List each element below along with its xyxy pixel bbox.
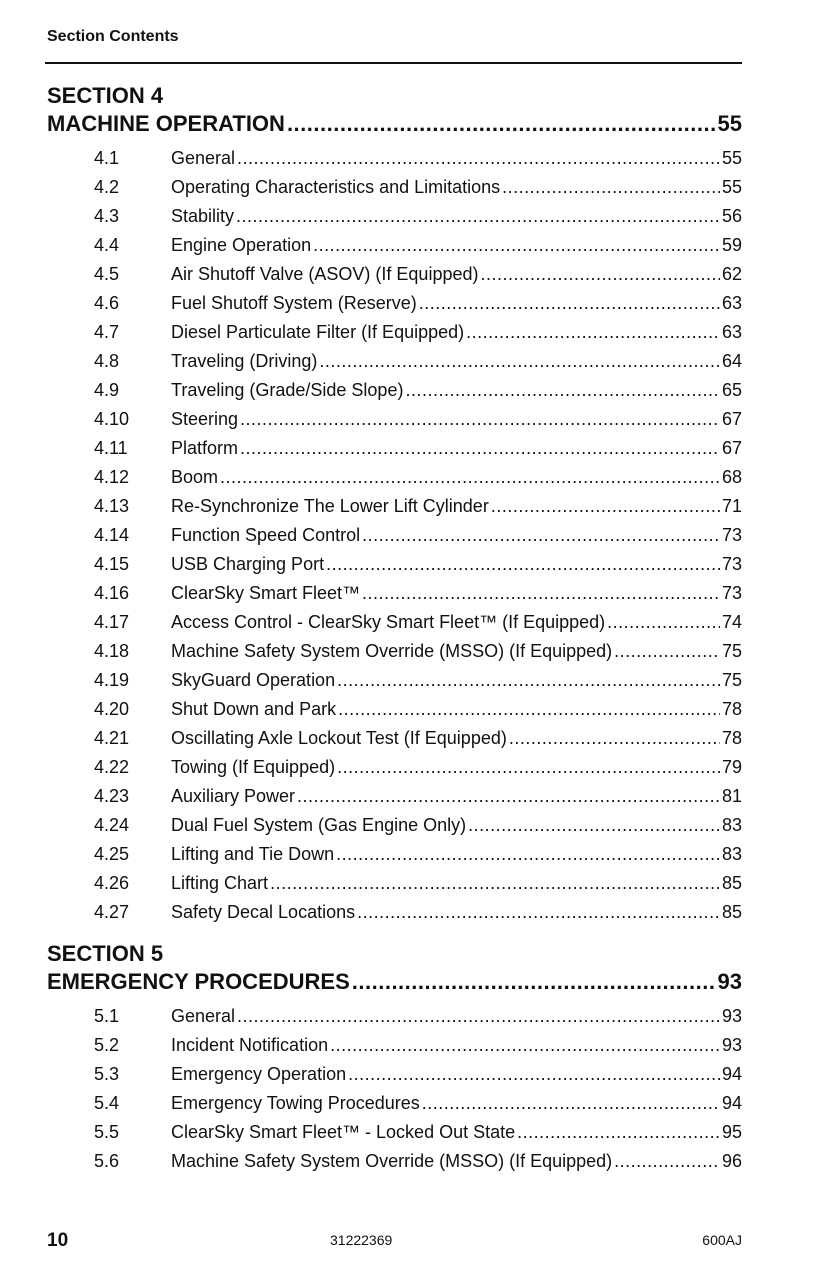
toc-entry[interactable] [47,1147,742,1176]
toc-entry-number: 5.1 [94,1006,120,1026]
toc-entry-page-number: 59 [721,235,742,255]
toc-entry-label: Safety Decal Locations [171,902,356,922]
dot-leader [236,202,720,231]
toc-entry-page-number: 95 [721,1122,742,1142]
toc-entry-number: 4.1 [94,148,120,168]
toc-entry[interactable] [47,579,742,608]
toc-entry-page-number: 78 [721,699,742,719]
toc-entry-number: 4.18 [94,641,130,661]
toc-entry-number: 4.4 [94,235,120,255]
toc-entry-page-number: 94 [721,1093,742,1113]
toc-entry[interactable] [47,608,742,637]
toc-entry[interactable] [47,376,742,405]
toc-entry-page-number: 55 [721,148,742,168]
toc-entry-label: Emergency Operation [171,1064,347,1084]
toc-entry-number: 5.4 [94,1093,120,1113]
toc-entry-number: 4.10 [94,409,130,429]
toc-entry-label: USB Charging Port [171,554,325,574]
toc-entry-page-number: 78 [721,728,742,748]
dot-leader [220,463,720,492]
toc-entry-page-number: 64 [721,351,742,371]
table-of-contents [47,82,742,1189]
toc-entry-number: 5.6 [94,1151,120,1171]
toc-entry[interactable] [47,463,742,492]
toc-entry[interactable] [47,173,742,202]
toc-entry-number: 4.2 [94,177,120,197]
toc-entry-number: 4.8 [94,351,120,371]
toc-entry-label: Towing (If Equipped) [171,757,336,777]
toc-entry-page-number: 73 [721,583,742,603]
dot-leader [336,840,720,869]
toc-entry-label: Oscillating Axle Lockout Test (If Equipped) [171,728,507,748]
toc-entry[interactable] [47,724,742,753]
dot-leader [491,492,720,521]
toc-entry-number: 4.26 [94,873,130,893]
dot-leader [237,144,720,173]
toc-entry-label: Lifting and Tie Down [171,844,335,864]
toc-entry[interactable] [47,434,742,463]
dot-leader [614,637,720,666]
toc-entry-number: 4.21 [94,728,130,748]
toc-entry[interactable] [47,898,742,927]
footer-document-number: 31222369 [330,1232,393,1248]
toc-entry-number: 4.23 [94,786,130,806]
section-title-row[interactable] [47,110,742,138]
toc-entry-label: Incident Notification [171,1035,329,1055]
toc-entry[interactable] [47,144,742,173]
dot-leader [422,1089,720,1118]
toc-entry[interactable] [47,1031,742,1060]
toc-entry[interactable] [47,782,742,811]
toc-entry-label: Traveling (Grade/Side Slope) [171,380,404,400]
toc-entry-page-number: 93 [721,1035,742,1055]
toc-entry-number: 4.25 [94,844,130,864]
toc-entry-label: Stability [171,206,235,226]
dot-leader [338,695,720,724]
footer-model: 600AJ [702,1232,742,1248]
toc-entry[interactable] [47,521,742,550]
dot-leader [468,811,720,840]
toc-entry-label: Diesel Particulate Filter (If Equipped) [171,322,465,342]
toc-entry-number: 4.13 [94,496,130,516]
toc-entry-label: Platform [171,438,239,458]
toc-entry-label: Machine Safety System Override (MSSO) (If Equipped) [171,641,613,661]
section-block [47,940,742,1176]
toc-entry-label: Access Control - ClearSky Smart Fleet™ (If Equipped) [171,612,606,632]
dot-leader [240,434,720,463]
toc-entry-number: 4.16 [94,583,130,603]
toc-entry[interactable] [47,637,742,666]
dot-leader [326,550,720,579]
dot-leader [240,405,720,434]
toc-entry-page-number: 85 [721,902,742,922]
toc-entry[interactable] [47,550,742,579]
dot-leader [330,1031,720,1060]
dot-leader [607,608,720,637]
toc-entry-number: 4.7 [94,322,120,342]
toc-entry-number: 4.22 [94,757,130,777]
toc-entry-number: 5.3 [94,1064,120,1084]
dot-leader [313,231,720,260]
section-title: EMERGENCY PROCEDURES [47,969,350,994]
toc-entry[interactable] [47,405,742,434]
toc-entry[interactable] [47,289,742,318]
toc-entry[interactable] [47,347,742,376]
toc-entry-number: 4.6 [94,293,120,313]
toc-entry-page-number: 55 [721,177,742,197]
toc-entry-page-number: 85 [721,873,742,893]
toc-entry-page-number: 62 [721,264,742,284]
dot-leader [614,1147,720,1176]
dot-leader [337,666,720,695]
toc-entry[interactable] [47,753,742,782]
dot-leader [319,347,720,376]
toc-entry-page-number: 67 [721,438,742,458]
toc-entry[interactable] [47,231,742,260]
toc-entry-label: Operating Characteristics and Limitations [171,177,501,197]
section-heading: SECTION 4 [47,83,164,108]
section-page-number: 55 [717,111,742,136]
dot-leader [362,579,720,608]
dot-leader [352,968,716,996]
toc-entry-page-number: 94 [721,1064,742,1084]
dot-leader [419,289,720,318]
toc-entry-number: 4.9 [94,380,120,400]
section-title: MACHINE OPERATION [47,111,285,136]
dot-leader [337,753,720,782]
toc-entry[interactable] [47,202,742,231]
toc-entry[interactable] [47,260,742,289]
dot-leader [362,521,720,550]
toc-entry-label: Function Speed Control [171,525,361,545]
toc-entry-page-number: 73 [721,525,742,545]
dot-leader [405,376,720,405]
dot-leader [502,173,720,202]
dot-leader [287,110,716,138]
toc-entry-page-number: 79 [721,757,742,777]
toc-entry-label: Traveling (Driving) [171,351,318,371]
toc-entry-label: Re-Synchronize The Lower Lift Cylinder [171,496,489,516]
toc-entry-page-number: 83 [721,815,742,835]
section-block [47,82,742,927]
toc-entry-page-number: 56 [721,206,742,226]
toc-entry-label: Engine Operation [171,235,312,255]
toc-entry-page-number: 74 [721,612,742,632]
toc-entry-page-number: 71 [721,496,742,516]
toc-entry-label: General [171,148,236,168]
toc-entry[interactable] [47,869,742,898]
toc-entry-label: Air Shutoff Valve (ASOV) (If Equipped) [171,264,479,284]
toc-entry-label: Boom [171,467,219,487]
toc-entry[interactable] [47,1002,742,1031]
toc-entry-number: 4.27 [94,902,130,922]
toc-entry-page-number: 63 [721,293,742,313]
toc-entry-label: Fuel Shutoff System (Reserve) [171,293,417,313]
toc-entry-label: Shut Down and Park [171,699,337,719]
dot-leader [237,1002,720,1031]
toc-entry[interactable] [47,811,742,840]
toc-entry-number: 4.20 [94,699,130,719]
toc-entry-number: 4.24 [94,815,130,835]
dot-leader [297,782,720,811]
toc-entry-number: 5.5 [94,1122,120,1142]
toc-entry-page-number: 96 [721,1151,742,1171]
section-title-row[interactable] [47,968,742,996]
toc-entry-page-number: 83 [721,844,742,864]
dot-leader [480,260,719,289]
toc-entry-page-number: 68 [721,467,742,487]
dot-leader [270,869,720,898]
dot-leader [357,898,720,927]
footer-page-number: 10 [47,1230,69,1251]
toc-entry-label: Dual Fuel System (Gas Engine Only) [171,815,467,835]
dot-leader [517,1118,720,1147]
dot-leader [348,1060,720,1089]
toc-entry[interactable] [47,1060,742,1089]
toc-entry-page-number: 75 [721,670,742,690]
toc-entry-label: Steering [171,409,239,429]
toc-entry-page-number: 63 [721,322,742,342]
toc-entry-label: Machine Safety System Override (MSSO) (If Equipped) [171,1151,613,1171]
toc-entry[interactable] [47,840,742,869]
page-header-title: Section Contents [47,28,179,45]
toc-entry-label: Emergency Towing Procedures [171,1093,420,1113]
toc-entry[interactable] [47,695,742,724]
toc-entry[interactable] [47,1118,742,1147]
toc-entry-number: 4.12 [94,467,130,487]
header-divider [45,62,742,64]
toc-entry-number: 4.19 [94,670,130,690]
toc-entry-page-number: 73 [721,554,742,574]
toc-entry-page-number: 67 [721,409,742,429]
toc-entry-label: ClearSky Smart Fleet™ [171,583,361,603]
toc-entry-label: Auxiliary Power [171,786,296,806]
toc-entry-page-number: 75 [721,641,742,661]
section-page-number: 93 [717,969,742,994]
toc-entry-label: ClearSky Smart Fleet™ - Locked Out State [171,1122,516,1142]
toc-entry[interactable] [47,492,742,521]
toc-entry-page-number: 93 [721,1006,742,1026]
toc-entry-number: 5.2 [94,1035,120,1055]
toc-entry-number: 4.11 [94,438,128,458]
toc-entry-page-number: 81 [721,786,742,806]
toc-entry[interactable] [47,318,742,347]
toc-entry-number: 4.15 [94,554,130,574]
toc-entry-number: 4.5 [94,264,120,284]
toc-entry-page-number: 65 [721,380,742,400]
toc-entry-label: General [171,1006,236,1026]
toc-entry-number: 4.3 [94,206,120,226]
toc-entry-label: SkyGuard Operation [171,670,336,690]
section-heading: SECTION 5 [47,941,164,966]
dot-leader [466,318,720,347]
toc-entry-number: 4.14 [94,525,130,545]
dot-leader [509,724,720,753]
toc-entry[interactable] [47,1089,742,1118]
toc-entry-number: 4.17 [94,612,130,632]
toc-entry-label: Lifting Chart [171,873,269,893]
toc-entry[interactable] [47,666,742,695]
